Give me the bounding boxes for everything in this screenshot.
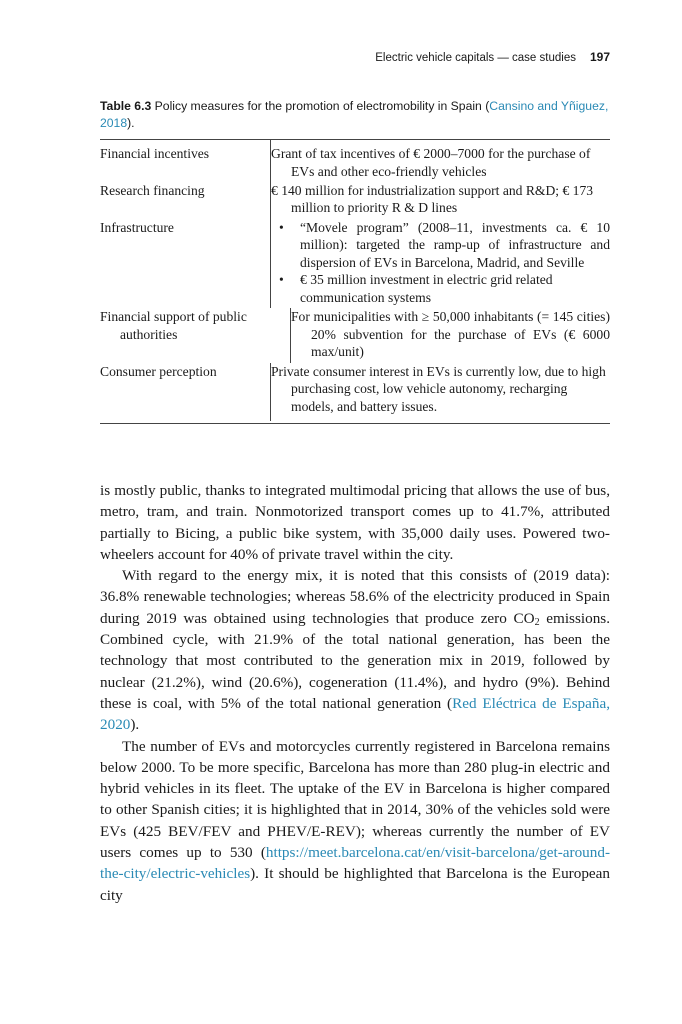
citation-link[interactable]: Red Eléctrica de España, 2020 [100, 694, 610, 734]
bullet-symbol: • [279, 219, 284, 235]
caption-suffix: ). [127, 116, 135, 130]
running-title: Electric vehicle capitals — case studies [375, 52, 576, 64]
table-row [100, 182, 610, 219]
row-label: Financial support of public authorities [100, 309, 247, 342]
caption-text: Policy measures for the promotion of electromobility in Spain ( [154, 99, 490, 113]
table-row [100, 363, 610, 422]
table-row [100, 308, 610, 362]
paragraph-text: ). [130, 716, 140, 734]
paragraph-text: ). It should be highlighted that Barcelona is the European city [100, 865, 610, 904]
bullet-text: “Movele program” (2008–11, investments ca. € 10 million): targeted the ramp-up of infrastructure and dispersion of EVs in Barcelona, Madrid, and Seville [300, 219, 610, 270]
body-text [100, 480, 610, 906]
row-description [270, 219, 610, 309]
table-caption [100, 98, 610, 132]
bullet-item [279, 271, 610, 306]
page-number: 197 [589, 50, 610, 64]
running-head [100, 50, 610, 64]
row-label: Financial incentives [100, 146, 210, 161]
row-description: Grant of tax incentives of € 2000–7000 for the purchase of EVs and other eco-friendly vehicles [270, 140, 610, 182]
subscript: 2 [534, 616, 540, 628]
bullet-item [279, 219, 610, 272]
paragraph-text: The number of EVs and motorcycles currently registered in Barcelona remains below 2000. To be more specific, Barcelona has more than 280 plug-in electric and hybrid vehicles in its fleet. The uptake of the EV in Barcelona is higher compared to other Spanish cities; it is highlighted that in 2014, 30% of the vehicles sold were EVs (425 BEV/FEV and PHEV/E-REV); whereas currently the number of EV users comes up to 530 ( [100, 737, 610, 862]
url-link[interactable]: https://meet.barcelona.cat/en/visit-barcelona/get-around-the-city/electric-vehicles [100, 844, 610, 883]
paragraph-text: emissions. Combined cycle, with 21.9% of the total national generation, has been the technology that most contributed to the generation mix in 2019, followed by nuclear (21.2%), wind (20.6%), cogeneration (11.4%), and hydro (9%). Behind these is coal, with 5% of the total national generation ( [100, 609, 610, 712]
table-row [100, 140, 610, 182]
policy-table [100, 139, 610, 424]
table-label: Table 6.3 [100, 99, 152, 113]
row-label: Consumer perception [100, 363, 217, 379]
table-row [100, 219, 610, 309]
paragraph [100, 565, 610, 735]
row-description: For municipalities with ≥ 50,000 inhabitants (= 145 cities) 20% subvention for the purchase of EVs (€ 6000 max/unit) [290, 308, 610, 362]
paragraph: is mostly public, thanks to integrated multimodal pricing that allows the use of bus, metro, tram, and train. Nonmotorized transport comes up to 41.7%, attributed partially to Bicing, a public bike system, with 35,000 daily uses. Powered two-wheelers account for 40% of private travel within the city. [100, 482, 610, 563]
bullet-text: € 35 million investment in electric grid related communication systems [300, 272, 553, 305]
row-description: Private consumer interest in EVs is currently low, due to high purchasing cost, low vehicle autonomy, recharging models, and battery issues. [270, 363, 610, 422]
row-label: Infrastructure [100, 219, 174, 235]
bullet-symbol: • [279, 272, 284, 288]
paragraph-text: With regard to the energy mix, it is noted that this consists of (2019 data): 36.8% renewable technologies; whereas 58.6% of the electricity produced in Spain during 2019 was obtained using technologies that produce zero CO [100, 567, 610, 627]
paragraph [100, 736, 610, 906]
caption-citation-link[interactable]: Cansino and Yñiguez, 2018 [100, 99, 609, 130]
row-label: Research financing [100, 182, 205, 198]
row-description: € 140 million for industrialization support and R&D; € 173 million to priority R & D lines [270, 182, 610, 219]
